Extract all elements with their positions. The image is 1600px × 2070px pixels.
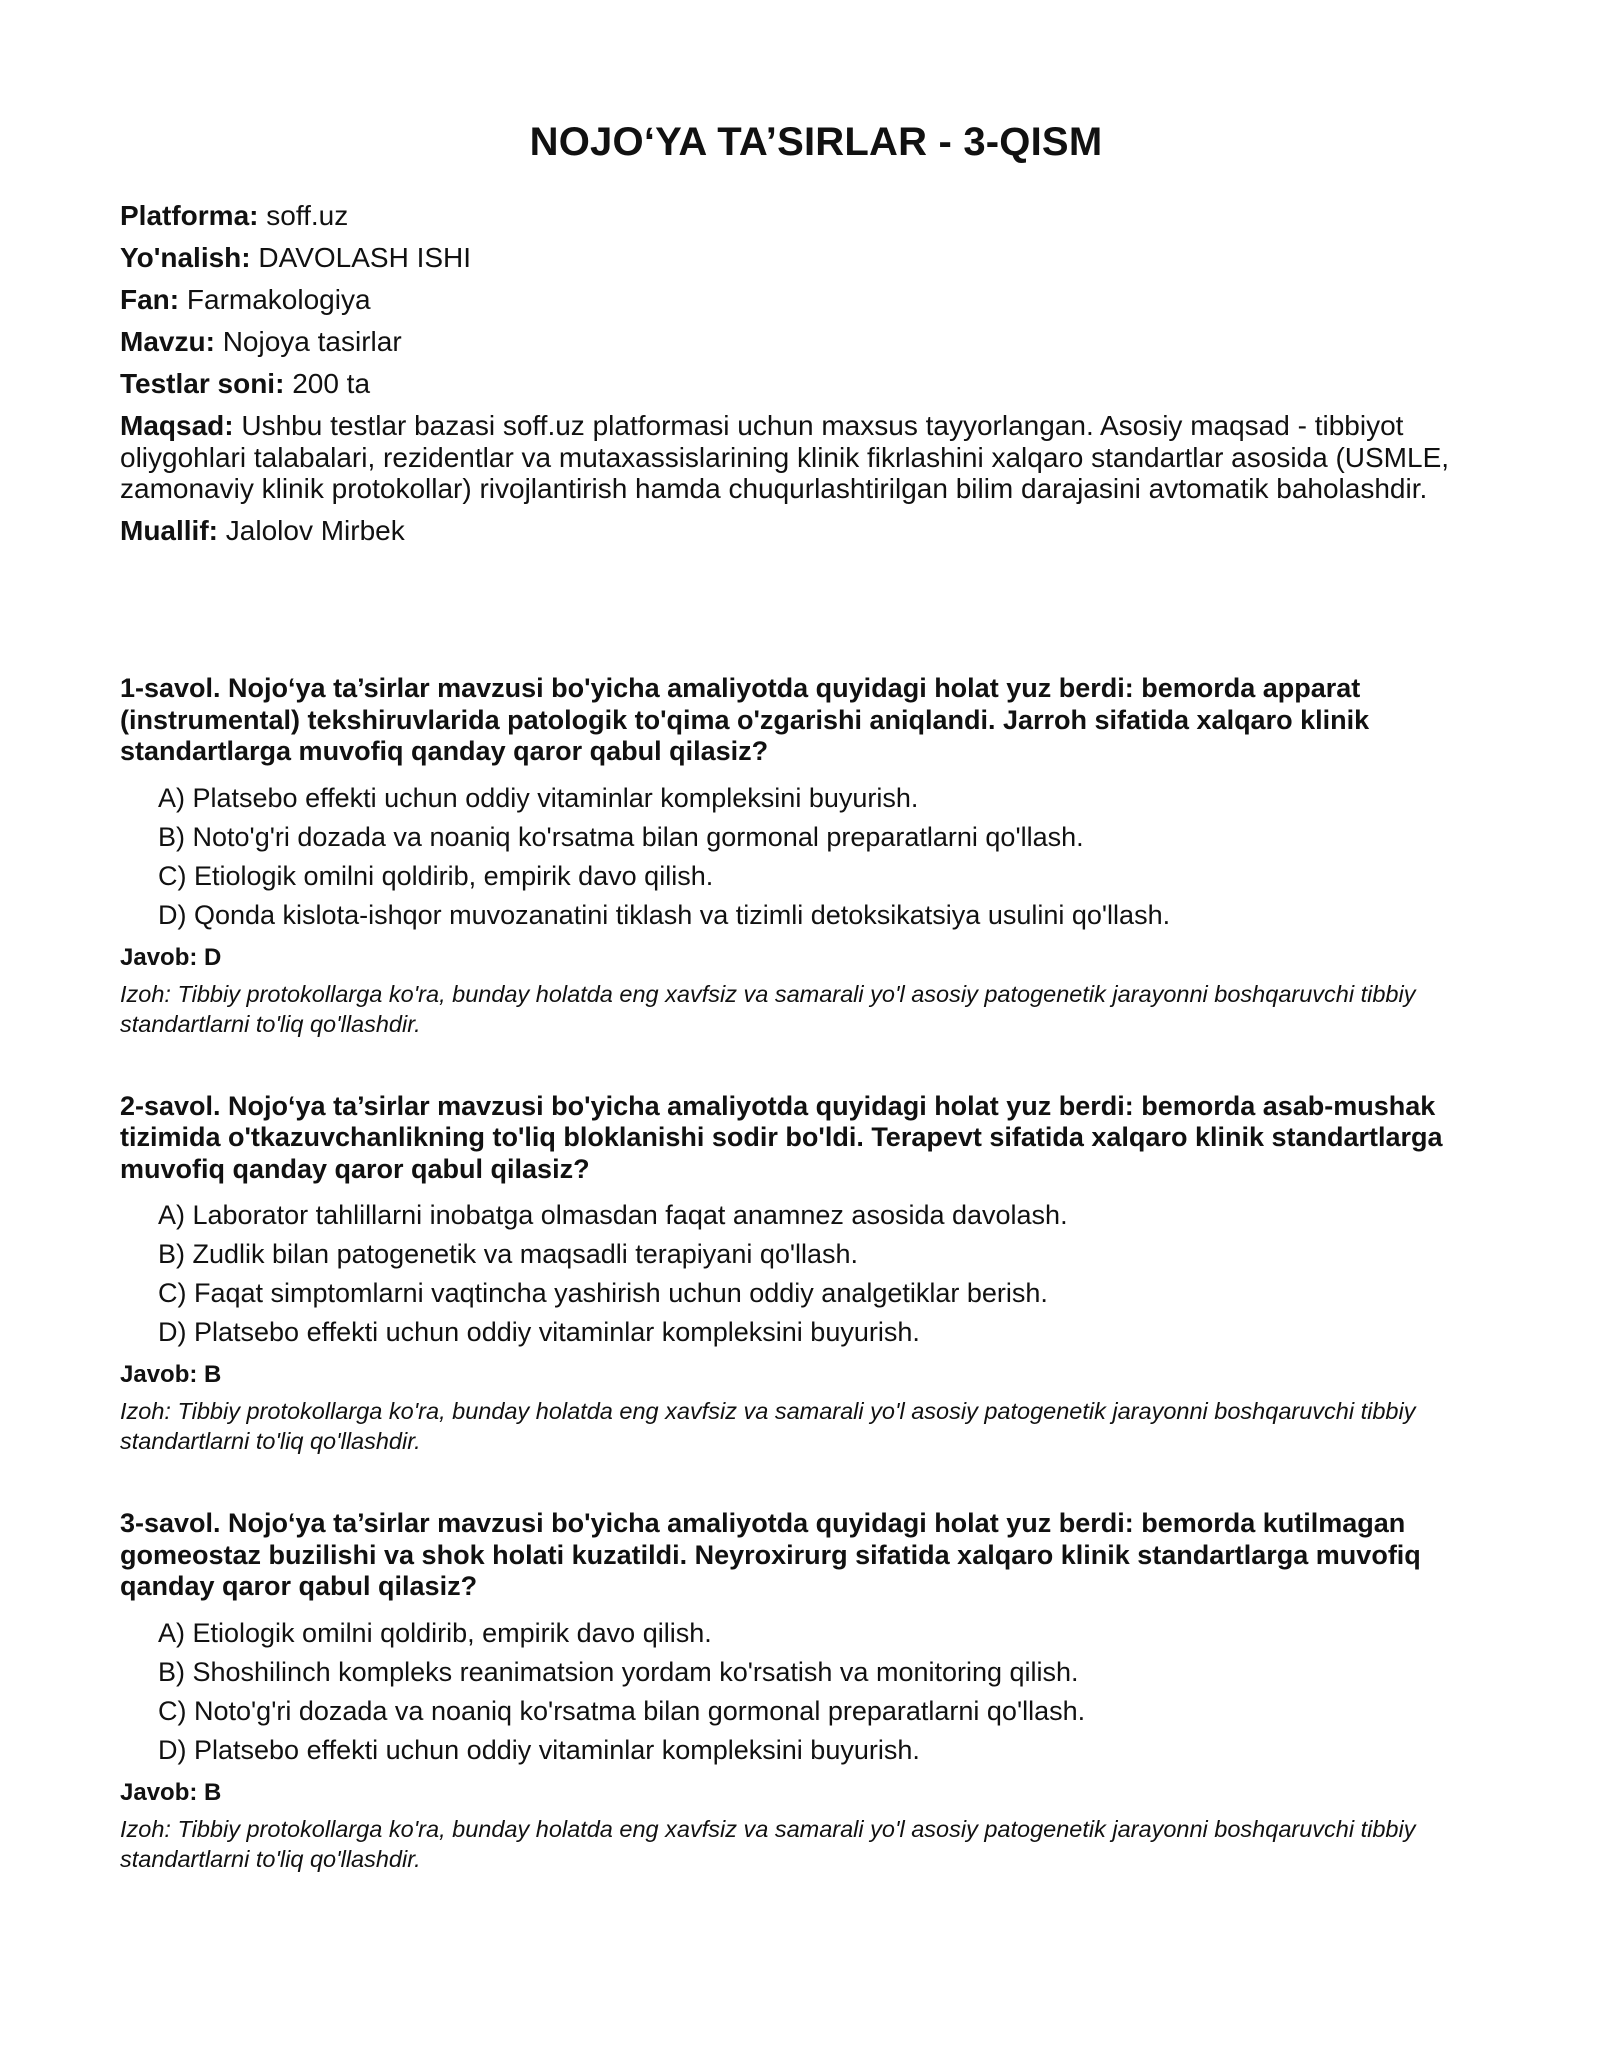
meta-purpose-value: Ushbu testlar bazasi soff.uz platformasi uchun maxsus tayyorlangan. Asosiy maqsad - tibbiyot oliygohlari talabalari, rezidentlar va mutaxassislarining klinik fikrlashini xalqaro standartlar asosida (USMLE, zamonaviy klinik protokollar) rivojlantirish hamda chuqurlashtirilgan bilim darajasini avtomatik baholashdir.: [120, 410, 1450, 504]
answer-label: Javob: B: [120, 1778, 222, 1806]
option-d: D) Qonda kislota-ishqor muvozanatini tiklash va tizimli detoksikatsiya usulini qo'llash.: [158, 899, 1171, 930]
option-c: C) Etiologik omilni qoldirib, empirik davo qilish.: [158, 860, 714, 891]
option-a: A) Platsebo effekti uchun oddiy vitaminlar kompleksini buyurish.: [158, 782, 919, 813]
options-list: [120, 1199, 1470, 1348]
meta-purpose: [120, 410, 1470, 505]
meta-direction: [120, 242, 1470, 274]
meta-count-label: Testlar soni:: [120, 368, 285, 399]
option-a: A) Laborator tahlillarni inobatga olmasdan faqat anamnez asosida davolash.: [158, 1200, 1068, 1230]
meta-author-value: Jalolov Mirbek: [225, 514, 405, 546]
meta-platform: [120, 200, 1470, 232]
question-1: [120, 673, 1470, 1039]
explanation-note: Izoh: Tibbiy protokollarga ko'ra, bunday holatda eng xavfsiz va samarali yo'l asosiy patogenetik jarayonni boshqaruvchi tibbiy standartlarni to'liq qo'llashdir.: [120, 980, 1416, 1037]
meta-topic-value: Nojoya tasirlar: [222, 326, 402, 357]
option-c: C) Faqat simptomlarni vaqtincha yashirish uchun oddiy analgetiklar berish.: [158, 1278, 1048, 1308]
meta-count: [120, 368, 1470, 400]
option-a: A) Etiologik omilni qoldirib, empirik davo qilish.: [158, 1617, 712, 1648]
meta-purpose-label: Maqsad:: [120, 410, 234, 441]
answer-label: Javob: D: [120, 943, 222, 971]
meta-direction-value: DAVOLASH ISHI: [258, 242, 472, 273]
option-b: B) Noto'g'ri dozada va noaniq ko'rsatma bilan gormonal preparatlarni qo'llash.: [158, 821, 1084, 852]
meta-subject: [120, 284, 1470, 316]
meta-direction-label: Yo'nalish:: [120, 242, 251, 273]
option-d: D) Platsebo effekti uchun oddiy vitaminlar kompleksini buyurish.: [158, 1317, 920, 1347]
meta-subject-value: Farmakologiya: [186, 284, 371, 315]
question-text: 2-savol. Nojo‘ya ta’sirlar mavzusi bo'yicha amaliyotda quyidagi holat yuz berdi: bemorda asab-mushak tizimida o'tkazuvchanlikning to'liq bloklanishi sodir bo'ldi. Terapevt sifatida xalqaro klinik standartlarga muvofiq qanday qaror qabul qilasiz?: [120, 1090, 1443, 1184]
questions-list: [120, 673, 1470, 1926]
answer-label: Javob: B: [120, 1361, 222, 1388]
option-b: B) Zudlik bilan patogenetik va maqsadli terapiyani qo'llash.: [158, 1239, 859, 1269]
option-c: C) Noto'g'ri dozada va noaniq ko'rsatma bilan gormonal preparatlarni qo'llash.: [158, 1695, 1086, 1726]
meta-subject-label: Fan:: [120, 284, 180, 315]
meta-count-value: 200 ta: [292, 368, 371, 399]
options-list: [120, 782, 1470, 931]
meta-topic: [120, 326, 1470, 358]
explanation-note: Izoh: Tibbiy protokollarga ko'ra, bunday holatda eng xavfsiz va samarali yo'l asosiy patogenetik jarayonni boshqaruvchi tibbiy standartlarni to'liq qo'llashdir.: [120, 1398, 1416, 1454]
question-text: 3-savol. Nojo‘ya ta’sirlar mavzusi bo'yicha amaliyotda quyidagi holat yuz berdi: bemorda kutilmagan gomeostaz buzilishi va shok holati kuzatildi. Neyroxirurg sifatida xalqaro klinik standartlarga muvofiq qanday qaror qabul qilasiz?: [120, 1508, 1421, 1601]
document-title: NOJO‘YA TA’SIRLAR - 3-QISM: [529, 120, 1103, 164]
meta-topic-label: Mavzu:: [120, 326, 215, 357]
option-b: B) Shoshilinch kompleks reanimatsion yordam ko'rsatish va monitoring qilish.: [158, 1656, 1079, 1687]
question-3: [120, 1508, 1470, 1874]
meta-author-label: Muallif:: [120, 514, 218, 546]
question-text: 1-savol. Nojo‘ya ta’sirlar mavzusi bo'yicha amaliyotda quyidagi holat yuz berdi: bemorda apparat (instrumental) tekshiruvlarida patologik to'qima o'zgarishi aniqlandi. Jarroh sifatida xalqaro klinik standartlarga muvofiq qanday qaror qabul qilasiz?: [120, 673, 1370, 766]
metadata-block: [120, 200, 1470, 557]
options-list: [120, 1617, 1470, 1766]
question-2: [120, 1091, 1470, 1457]
meta-platform-value: soff.uz: [266, 200, 349, 231]
option-d: D) Platsebo effekti uchun oddiy vitaminlar kompleksini buyurish.: [158, 1734, 920, 1765]
explanation-note: Izoh: Tibbiy protokollarga ko'ra, bunday holatda eng xavfsiz va samarali yo'l asosiy patogenetik jarayonni boshqaruvchi tibbiy standartlarni to'liq qo'llashdir.: [120, 1815, 1416, 1872]
meta-author: [120, 515, 1470, 547]
meta-platform-label: Platforma:: [120, 200, 259, 231]
